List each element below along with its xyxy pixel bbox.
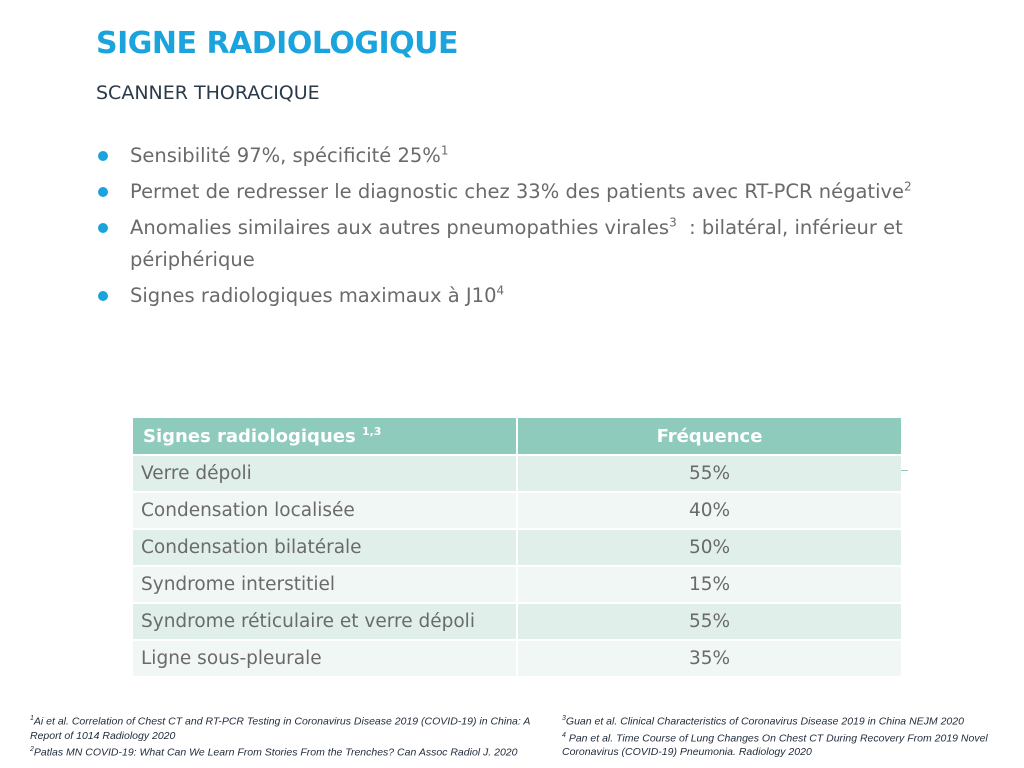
- bullet-ref: 1: [440, 143, 449, 158]
- header-signes: [133, 418, 517, 455]
- cell-frequency: 55%: [517, 455, 901, 492]
- table-row: [133, 529, 901, 566]
- footnote: [562, 712, 1012, 729]
- bullet-ref: 3: [669, 215, 677, 230]
- bullet-dot-icon: [98, 187, 108, 197]
- bullet-text: Permet de redresser le diagnostic chez 33% des patients avec RT-PCR négative: [130, 180, 905, 203]
- footnote-number: 2: [30, 745, 34, 753]
- decorative-tick: [901, 470, 908, 471]
- bullet-item: [96, 140, 956, 172]
- table-row: [133, 566, 901, 603]
- table-row: [133, 455, 901, 492]
- bullet-item: [96, 176, 956, 208]
- bullet-dot-icon: [98, 291, 108, 301]
- slide-title: SIGNE RADIOLOGIQUE: [96, 26, 459, 61]
- footnotes-right: [562, 712, 1012, 759]
- table-header-row: [133, 418, 901, 455]
- footnote-text: Ai et al. Correlation of Chest CT and RT-PCR Testing in Coronavirus Disease 2019 (COVID-19) in China: A Report of 1014 Radiology 2020: [30, 715, 530, 742]
- bullet-dot-icon: [98, 151, 108, 161]
- table-row: [133, 640, 901, 677]
- signs-table-container: [133, 418, 901, 678]
- bullet-text: Sensibilité 97%, spécificité 25%: [130, 144, 441, 167]
- footnote-text: Patlas MN COVID-19: What Can We Learn From Stories From the Trenches? Can Assoc Radiol J. 2020: [33, 746, 518, 758]
- cell-sign: Syndrome interstitiel: [133, 566, 517, 603]
- footnote-text: Pan et al. Time Course of Lung Changes On Chest CT During Recovery From 2019 Novel Coronavirus (COVID-19) Pneumonia. Radiology 2020: [562, 732, 991, 758]
- cell-sign: Condensation localisée: [133, 492, 517, 529]
- cell-sign: Syndrome réticulaire et verre dépoli: [133, 603, 517, 640]
- table-row: [133, 603, 901, 640]
- bullet-text: Anomalies similaires aux autres pneumopathies virales: [130, 216, 670, 239]
- bullet-ref: 2: [904, 179, 912, 194]
- bullet-item: [96, 280, 956, 312]
- footnote: [30, 743, 550, 760]
- cell-sign: Verre dépoli: [133, 455, 517, 492]
- header-signes-label: Signes radiologiques: [143, 426, 362, 447]
- table-row: [133, 492, 901, 529]
- header-signes-ref: 1,3: [361, 425, 382, 438]
- header-frequence: Fréquence: [517, 418, 901, 455]
- footnote: [30, 712, 550, 743]
- footnote-number: 1: [30, 715, 34, 722]
- bullet-item: [96, 212, 956, 276]
- slide-subtitle: SCANNER THORACIQUE: [96, 82, 320, 104]
- signs-table: [133, 418, 901, 678]
- cell-frequency: 15%: [517, 566, 901, 603]
- footnote-text: Guan et al. Clinical Characteristics of Coronavirus Disease 2019 in China NEJM 2020: [565, 715, 964, 728]
- bullet-list: [96, 140, 956, 316]
- cell-frequency: 35%: [517, 640, 901, 677]
- bullet-text: Signes radiologiques maximaux à J10: [130, 284, 497, 307]
- bullet-text-continued: : bilatéral, inférieur et périphérique: [130, 216, 909, 271]
- cell-frequency: 40%: [517, 492, 901, 529]
- footnote: [562, 729, 1012, 760]
- bullet-ref: 4: [496, 283, 505, 298]
- footnote-number: 3: [562, 715, 566, 722]
- cell-sign: Ligne sous-pleurale: [133, 640, 517, 677]
- cell-frequency: 55%: [517, 603, 901, 640]
- footnote-number: 4: [562, 731, 566, 739]
- cell-frequency: 50%: [517, 529, 901, 566]
- bullet-dot-icon: [98, 223, 108, 233]
- cell-sign: Condensation bilatérale: [133, 529, 517, 566]
- footnotes-left: [30, 712, 550, 759]
